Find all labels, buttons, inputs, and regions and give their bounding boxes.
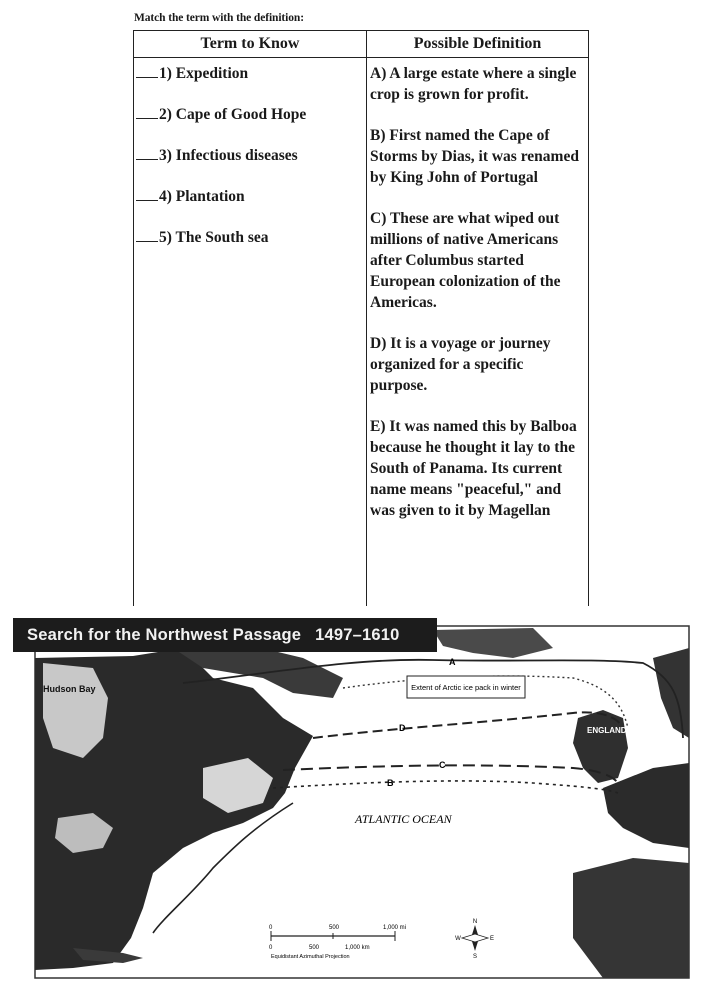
hudson-bay-label: Hudson Bay bbox=[43, 684, 96, 694]
term-item bbox=[134, 227, 366, 268]
terms-column bbox=[134, 58, 367, 607]
answer-blank[interactable] bbox=[136, 104, 158, 119]
definition-header: Possible Definition bbox=[367, 31, 589, 58]
term-label: 5) The South sea bbox=[159, 229, 269, 246]
definition-item: D) It is a voyage or journey organized for a specific purpose. bbox=[370, 335, 551, 394]
definition-item: C) These are what wiped out millions of native Americans after Columbus started European colonization of the Americas. bbox=[370, 210, 561, 311]
definition-item: E) It was named this by Balboa because he thought it lay to the South of Panama. Its current name means "peaceful," and was given to it by Magellan bbox=[370, 418, 577, 519]
svg-text:W: W bbox=[455, 936, 461, 942]
route-letter-c: C bbox=[439, 760, 446, 770]
term-label: 3) Infectious diseases bbox=[159, 147, 298, 164]
matching-table bbox=[133, 30, 589, 606]
map-graphic bbox=[13, 618, 691, 980]
svg-text:1,000 mi: 1,000 mi bbox=[383, 925, 407, 931]
map-title-banner bbox=[13, 618, 437, 652]
term-label: 1) Expedition bbox=[159, 65, 249, 82]
svg-text:1,000 km: 1,000 km bbox=[345, 945, 370, 951]
svg-text:Equidistant Azimuthal Projecti: Equidistant Azimuthal Projection bbox=[271, 954, 350, 960]
africa-landmass bbox=[573, 858, 689, 978]
arctic-callout-text: Extent of Arctic ice pack in winter bbox=[411, 683, 521, 692]
definition-item: B) First named the Cape of Storms by Dias, it was renamed by King John of Portugal bbox=[370, 127, 579, 186]
svg-text:500: 500 bbox=[309, 945, 320, 951]
answer-blank[interactable] bbox=[136, 186, 158, 201]
term-item bbox=[134, 186, 366, 227]
term-header: Term to Know bbox=[134, 31, 367, 58]
svg-text:S: S bbox=[472, 954, 478, 960]
route-letter-a: A bbox=[449, 657, 456, 667]
northwest-passage-map bbox=[13, 618, 691, 980]
svg-text:0: 0 bbox=[269, 945, 273, 951]
term-item bbox=[134, 104, 366, 145]
term-label: 4) Plantation bbox=[159, 188, 245, 205]
svg-text:0: 0 bbox=[269, 925, 273, 931]
term-item bbox=[134, 63, 366, 104]
answer-blank[interactable] bbox=[136, 227, 158, 242]
svg-text:500: 500 bbox=[329, 925, 340, 931]
term-item bbox=[134, 145, 366, 186]
definitions-column bbox=[367, 58, 589, 607]
answer-blank[interactable] bbox=[136, 63, 158, 78]
svg-text:N: N bbox=[472, 919, 478, 925]
route-letter-d: D bbox=[399, 723, 406, 733]
route-letter-b: B bbox=[387, 778, 394, 788]
term-label: 2) Cape of Good Hope bbox=[159, 106, 307, 123]
svg-text:E: E bbox=[489, 936, 495, 942]
instruction-text: Match the term with the definition: bbox=[134, 12, 304, 24]
definition-item: A) A large estate where a single crop is grown for profit. bbox=[370, 65, 577, 103]
answer-blank[interactable] bbox=[136, 145, 158, 160]
map-years: 1497–1610 bbox=[315, 626, 400, 644]
map-title: Search for the Northwest Passage bbox=[27, 626, 302, 644]
atlantic-ocean-label: ATLANTIC OCEAN bbox=[355, 812, 452, 826]
england-label: ENGLAND bbox=[587, 726, 627, 735]
